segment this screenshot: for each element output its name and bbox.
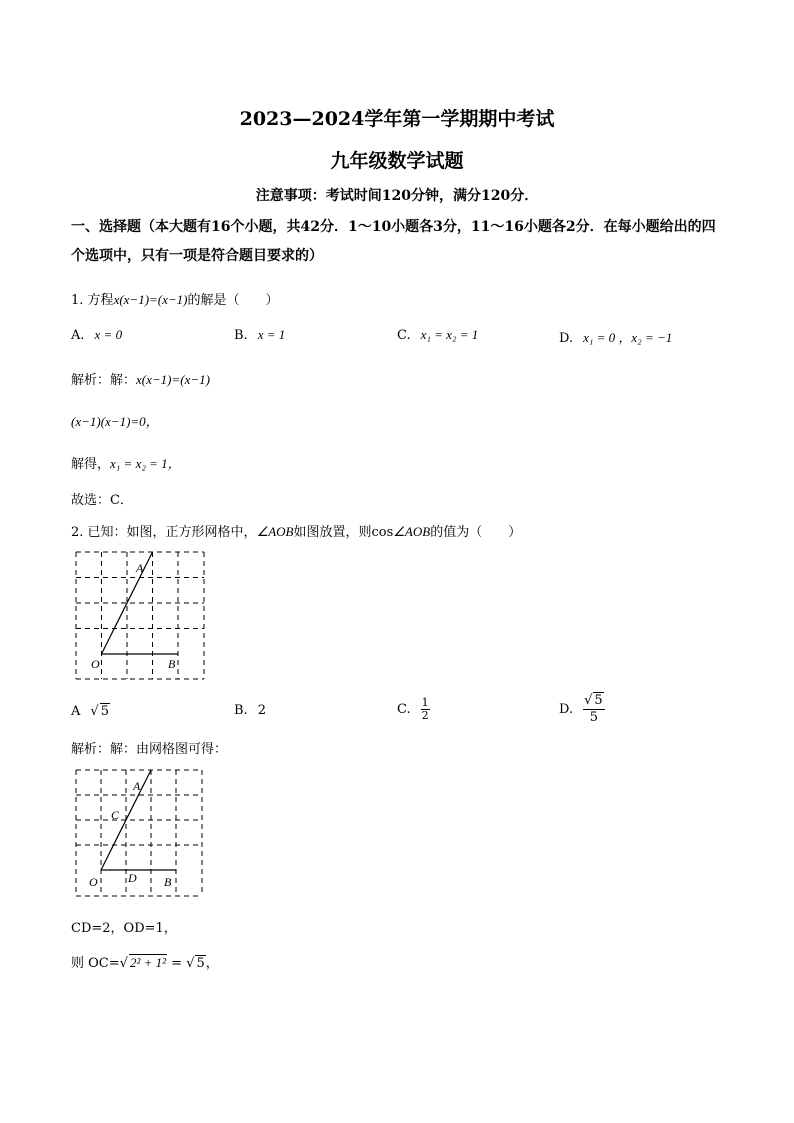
q1-solution-line-1 xyxy=(71,369,210,388)
fraction-denominator: 5 xyxy=(589,710,599,725)
option-label: A xyxy=(71,704,81,719)
question-suffix: 的解是（ ） xyxy=(187,293,279,308)
sqrt-sign: √ xyxy=(90,704,99,719)
option-text: 5 xyxy=(100,704,109,719)
q1-option-c[interactable] xyxy=(397,327,478,343)
solution-label: 则 OC= xyxy=(71,956,120,971)
option-label: D. xyxy=(559,701,574,717)
point-label-b: B xyxy=(168,657,176,671)
solution-equation: x₁ = x₂ = 1， xyxy=(110,456,181,471)
exam-title: 2023—2024学年第一学期期中考试 xyxy=(239,108,555,130)
question-text: 如图放置，则cos xyxy=(293,525,394,540)
question-text: 的值为（ ） xyxy=(430,525,522,540)
q2-option-a[interactable] xyxy=(71,703,110,719)
point-label-o: O xyxy=(91,657,100,671)
q2-option-d[interactable] xyxy=(559,692,605,726)
q2-option-c[interactable] xyxy=(397,697,430,722)
question-number: 1. xyxy=(71,293,84,308)
fraction xyxy=(583,692,605,726)
solution-equation: (x−1)(x−1)=0， xyxy=(71,414,159,429)
q1-answer: 故选：C． xyxy=(71,493,133,508)
radicand: 2² + 1² xyxy=(129,955,167,970)
option-label: C. xyxy=(397,702,411,717)
q2-solution-line-1: 解析：解：由网格图可得： xyxy=(71,742,228,757)
question-text: 已知：如图，正方形网格中， xyxy=(87,525,257,540)
q2-solution-line-3: 则 OC=√ 2² + 1² = √ 5， xyxy=(71,955,219,971)
point-label-d: D xyxy=(128,871,137,885)
q2-option-b[interactable] xyxy=(234,703,266,718)
question-number: 2. xyxy=(71,525,84,540)
question-1 xyxy=(71,289,279,308)
q2-solution-line-2: CD=2，OD=1， xyxy=(71,921,177,936)
section-heading: 一、选择题（本大题有16个小题，共42分．1～10小题各3分，11～16小题各2分．在每小题给出的四个选项中，只有一项是符合题目要求的） xyxy=(71,219,716,264)
option-text: x = 1 xyxy=(257,327,286,342)
question-2 xyxy=(71,521,521,540)
solution-label: 解得， xyxy=(71,457,111,472)
option-text: x = 0 xyxy=(94,327,123,342)
option-label: A. xyxy=(71,328,85,343)
fraction-denominator: 2 xyxy=(421,709,429,722)
grid-figure xyxy=(74,550,208,680)
sqrt-sign: √ xyxy=(186,956,195,971)
point-label-o: O xyxy=(89,875,98,889)
option-text: x₁ = 0 ，x₂ = −1 xyxy=(583,330,673,345)
option-label: B. xyxy=(234,703,248,718)
q1-option-d[interactable] xyxy=(559,327,672,346)
fraction xyxy=(421,697,430,722)
equation: x(x−1)=(x−1) xyxy=(113,292,188,307)
point-label-a: A xyxy=(136,561,144,575)
q1-option-a[interactable] xyxy=(71,327,122,343)
point-label-c: C xyxy=(111,808,120,822)
option-label: B. xyxy=(234,328,248,343)
question-prefix: 方程 xyxy=(87,293,114,308)
angle-symbol: ∠AOB xyxy=(256,524,294,539)
option-text: 2 xyxy=(257,703,266,718)
segment-oa xyxy=(102,552,153,654)
solution-equation: x(x−1)=(x−1) xyxy=(136,372,210,387)
equals: = xyxy=(167,956,187,971)
option-text: x₁ = x₂ = 1 xyxy=(420,327,479,342)
q1-solution-line-2 xyxy=(71,411,159,430)
fraction-numerator: 1 xyxy=(421,696,429,709)
solution-label: 解析：解： xyxy=(71,373,137,388)
result: 5 xyxy=(196,956,205,971)
q1-solution-line-3 xyxy=(71,453,181,472)
angle-symbol: ∠AOB xyxy=(393,524,431,539)
point-label-a: A xyxy=(133,779,141,793)
sqrt-sign: √ xyxy=(584,693,593,708)
fraction-numerator: √ 5 xyxy=(584,693,603,708)
sqrt-sign: √ xyxy=(119,956,128,971)
solution-grid-figure xyxy=(74,768,206,900)
exam-notice: 注意事项：考试时间120分钟，满分120分． xyxy=(255,188,539,204)
point-label-b: B xyxy=(164,875,172,889)
option-label: C. xyxy=(397,328,411,343)
q1-option-b[interactable] xyxy=(234,327,285,343)
option-label: D. xyxy=(559,331,574,346)
exam-subtitle: 九年级数学试题 xyxy=(330,150,464,172)
